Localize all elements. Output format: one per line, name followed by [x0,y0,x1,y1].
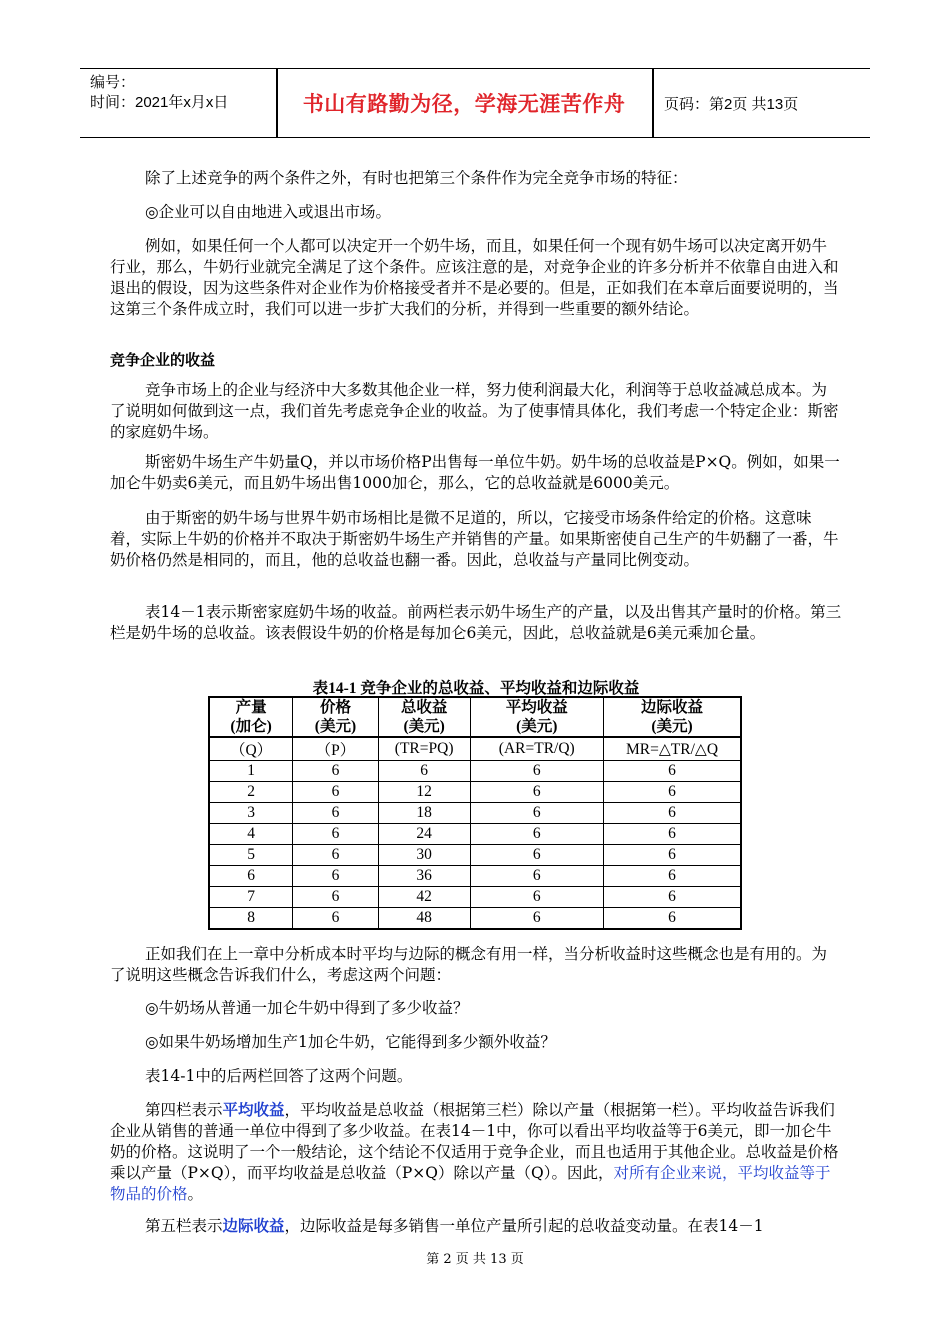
table-cell: 6 [470,824,604,845]
header-marginal-revenue: 边际收益 (美元) [604,697,741,737]
header-total-revenue: 总收益 (美元) [378,697,470,737]
table-cell: 6 [604,782,741,803]
highlight-conclusion: 对所有企业来说，平均收益等于物品的价格 [110,1164,831,1203]
paragraph-4: 竞争市场上的企业与经济中大多数其他企业一样，努力使利润最大化，利润等于总收益减总成本。为了说明如何做到这一点，我们首先考虑竞争企业的收益。为了使事情具体化，我们考虑一个特定企业：斯密的家庭奶牛场。 [110,381,839,441]
table-cell: 5 [209,845,293,866]
table-cell: 1 [209,761,293,782]
table-row [209,782,741,803]
table-cell: 36 [378,866,470,887]
table-cell: 6 [470,866,604,887]
table-cell: （P） [293,737,379,761]
table-cell: 6 [470,761,604,782]
table-cell: 6 [604,761,741,782]
table-cell: 6 [470,908,604,930]
table-header-row [209,697,741,737]
table-cell: 30 [378,845,470,866]
table-cell: (AR=TR/Q) [470,737,604,761]
table-cell: （Q） [209,737,293,761]
table-row [209,845,741,866]
paragraph-12 [110,1100,842,1205]
table-cell: 3 [209,803,293,824]
table-cell: 6 [604,845,741,866]
page-footer: 第 2 页 共 13 页 [426,1252,524,1267]
table-cell: 4 [209,824,293,845]
table-cell: 6 [293,866,379,887]
table-cell: 6 [293,761,379,782]
paragraph-11: 表14-1中的后两栏回答了这两个问题。 [145,1067,413,1085]
paragraph-1: 除了上述竞争的两个条件之外，有时也把第三个条件作为完全竞争市场的特征： [145,169,688,187]
table-cell: 6 [604,824,741,845]
table-cell: 6 [293,782,379,803]
table-cell: 6 [293,908,379,930]
p12-text-b: ，平均收益是总收益（根据第三栏）除以产量（根据第一栏）。平均收益告诉我们企业从销售的普通一单位中得到了多少收益。在表14－1中，你可以看出平均收益等于6美元，即一加仑牛奶的价格。这说明了一个一般结论，这个结论不仅适用于竞争企业，而且也适用于其他企业。总收益是价格乘以产量（P×Q），而平均收益是总收益（P×Q）除以产量（Q）。因此， [110,1101,839,1182]
table-cell: (TR=PQ) [378,737,470,761]
header-quantity: 产量 (加仑) [209,697,293,737]
section-heading: 竞争企业的收益 [110,351,216,369]
table-cell: 6 [470,803,604,824]
table-row [209,803,741,824]
table-cell: 7 [209,887,293,908]
table-cell: 6 [293,845,379,866]
paragraph-10: ◎如果牛奶场增加生产1加仑牛奶，它能得到多少额外收益？ [145,1033,556,1051]
term-marginal-revenue: 边际收益 [222,1217,285,1235]
header-price: 价格 (美元) [293,697,379,737]
table-cell: 24 [378,824,470,845]
table-cell: 6 [470,845,604,866]
paragraph-7: 表14－1表示斯密家庭奶牛场的收益。前两栏表示奶牛场生产的产量，以及出售其产量时的价格。第三栏是奶牛场的总收益。该表假设牛奶的价格是每加仑6美元，因此，总收益就是6美元乘加仑量。 [110,603,842,642]
table-row [209,887,741,908]
table-row [209,824,741,845]
table-cell: 6 [470,782,604,803]
paragraph-3: 例如，如果任何一个人都可以决定开一个奶牛场，而且，如果任何一个现有奶牛场可以决定离开奶牛行业，那么，牛奶行业就完全满足了这个条件。应该注意的是，对竞争企业的许多分析并不依靠自由进入和退出的假设，因为这些条件对企业作为价格接受者并不是必要的。但是，正如我们在本章后面要说明的，当这第三个条件成立时，我们可以进一步扩大我们的分析，并得到一些重要的额外结论。 [110,237,839,318]
paragraph-8: 正如我们在上一章中分析成本时平均与边际的概念有用一样，当分析收益时这些概念也是有用的。为了说明这些概念告诉我们什么，考虑这两个问题： [110,945,828,984]
paragraph-13 [110,1216,842,1237]
table-cell: 6 [293,824,379,845]
table-cell: 6 [209,866,293,887]
table-cell: MR=△TR/△Q [604,737,741,761]
table-cell: 8 [209,908,293,930]
header-average-revenue: 平均收益 (美元) [470,697,604,737]
header-meta [80,69,276,137]
paragraph-6: 由于斯密的奶牛场与世界牛奶市场相比是微不足道的，所以，它接受市场条件给定的价格。这意味着，实际上牛奶的价格并不取决于斯密奶牛场生产并销售的产量。如果斯密使自己生产的牛奶翻了一番，牛奶价格仍然是相同的，而且，他的总收益也翻一番。因此，总收益与产量同比例变动。 [110,509,839,569]
table-cell: 6 [378,761,470,782]
paragraph-5: 斯密奶牛场生产牛奶量Q，并以市场价格P出售每一单位牛奶。奶牛场的总收益是P×Q。例如，如果一加仑牛奶卖6美元，而且奶牛场出售1000加仑，那么，它的总收益就是6000美元。 [110,453,840,492]
paragraph-9: ◎牛奶场从普通一加仑牛奶中得到了多少收益？ [145,999,469,1017]
p13-text-b: ，边际收益是每多销售一单位产量所引起的总收益变动量。在表14－1 [284,1217,764,1235]
table-cell: 6 [604,908,741,930]
table-cell: 6 [470,887,604,908]
table-cell: 48 [378,908,470,930]
header-divider-right [652,69,654,137]
revenue-table [208,696,742,930]
table-cell: 18 [378,803,470,824]
table-caption: 表14-1 竞争企业的总收益、平均收益和边际收益 [312,680,640,697]
table-cell: 6 [293,887,379,908]
header-page-label: 页码：第2页 共13页 [664,95,799,113]
paragraph-2: ◎企业可以自由地进入或退出市场。 [145,203,392,221]
table-cell: 2 [209,782,293,803]
p12-text-d: 。 [187,1185,204,1203]
table-row [209,866,741,887]
table-cell: 6 [604,866,741,887]
table-cell: 6 [604,803,741,824]
header-motto: 书山有路勤为径，学海无涯苦作舟 [302,92,626,116]
table-row [209,761,741,782]
table-symbol-row [209,737,741,761]
date-label: 时间：2021年x月x日 [90,94,229,111]
table-cell: 6 [604,887,741,908]
table-cell: 42 [378,887,470,908]
number-label: 编号： [90,74,136,91]
table-row [209,908,741,930]
p12-text-a: 第四栏表示 [145,1101,223,1119]
table-cell: 6 [293,803,379,824]
p13-text-a: 第五栏表示 [145,1217,223,1235]
table-cell: 12 [378,782,470,803]
page-header [80,68,870,138]
term-average-revenue: 平均收益 [222,1101,285,1119]
